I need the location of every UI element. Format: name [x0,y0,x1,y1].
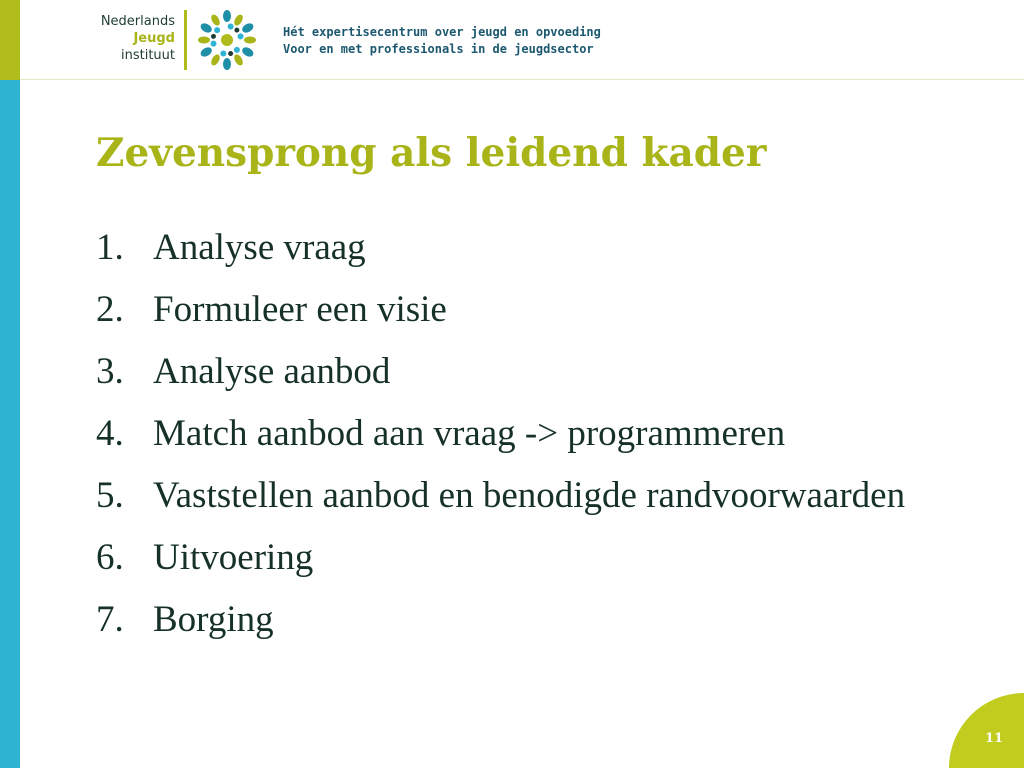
logo-line-1: Nederlands [100,14,175,29]
step-number: 7. [96,599,124,640]
step-number: 3. [96,351,124,392]
list-item [96,222,996,274]
logo-wordmark [96,13,175,64]
list-item [96,346,996,398]
step-number: 1. [96,227,124,268]
accent-bar-side [0,80,20,768]
step-number: 6. [96,537,124,578]
step-text: Match aanbod aan vraag -> programmeren [153,413,786,454]
tagline-line-1: Hét expertisecentrum over jeugd en opvoeding [283,25,601,39]
list-item [96,284,996,336]
slide-title: Zevensprong als leidend kader [96,130,767,176]
step-text: Borging [153,599,274,640]
tagline-line-2: Voor en met professionals in de jeugdsector [283,42,594,56]
page-number: 11 [985,731,1004,746]
list-item [96,532,996,584]
step-number: 4. [96,413,124,454]
step-text: Uitvoering [153,537,314,578]
logo-divider [184,10,187,70]
list-item [96,408,996,460]
circle-of-people-logo-icon [196,9,258,71]
accent-bar-top [0,0,20,80]
step-number: 2. [96,289,124,330]
list-item [96,594,996,646]
step-text: Analyse vraag [153,227,366,268]
logo-line-3: instituut [120,48,175,63]
logo-line-2: Jeugd [133,31,175,46]
step-text: Analyse aanbod [153,351,391,392]
list-item [96,470,996,522]
step-text: Vaststellen aanbod en benodigde randvoorwaarden [153,475,906,516]
header-divider [20,79,1024,80]
step-text: Formuleer een visie [153,289,447,330]
header-tagline [283,24,601,58]
steps-list [96,222,996,656]
step-number: 5. [96,475,124,516]
